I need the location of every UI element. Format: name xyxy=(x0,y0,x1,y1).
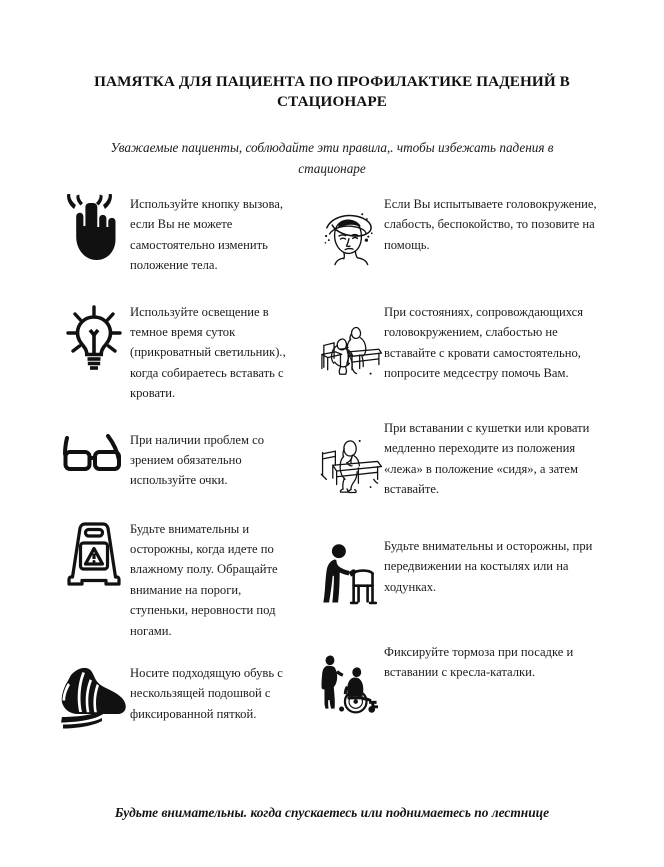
tip-item xyxy=(320,416,604,510)
patient-sitting-on-bed-edge-icon xyxy=(320,416,384,510)
person-with-walker-icon xyxy=(320,534,384,614)
sneaker-shoe-icon xyxy=(58,661,130,731)
tip-item xyxy=(58,300,302,404)
tip-text: При вставании с кушетки или кровати медленно переходите из положения «лежа» в положение «сидя», а затем вставайте. xyxy=(384,421,590,497)
tip-text: Используйте кнопку вызова, если Вы не можете самостоятельно изменить положение тела. xyxy=(130,197,283,273)
tip-item xyxy=(58,192,302,276)
tip-text: Используйте освещение в темное время суток (прикроватный светильник)., когда собираетесь вставать с кровати. xyxy=(130,304,286,401)
tip-item xyxy=(58,517,302,641)
tip-text: Носите подходящую обувь с нескользящей подошвой с фиксированной пяткой. xyxy=(130,666,283,721)
tip-item xyxy=(320,534,604,614)
tip-item xyxy=(58,428,302,491)
left-column xyxy=(0,192,302,731)
tip-text: Если Вы испытываете головокружение, слабость, беспокойство, то позовите на помощь. xyxy=(384,197,597,252)
eyeglasses-icon xyxy=(58,428,130,474)
tips-columns xyxy=(0,192,664,731)
dizzy-person-head-icon xyxy=(320,192,384,278)
hand-press-call-button-icon xyxy=(58,192,130,262)
tip-item xyxy=(320,192,604,278)
tip-item xyxy=(320,300,604,394)
wet-floor-caution-sign-icon xyxy=(58,517,130,591)
page-title: ПАМЯТКА ДЛЯ ПАЦИЕНТА ПО ПРОФИЛАКТИКЕ ПАДЕНИЙ В СТАЦИОНАРЕ xyxy=(94,73,570,111)
tip-text: При наличии проблем со зрением обязательно используйте очки. xyxy=(130,432,265,488)
tip-text: Фиксируйте тормоза при посадке и вставании с кресла-каталки. xyxy=(384,645,574,680)
caregiver-pushing-wheelchair-icon xyxy=(320,640,384,724)
page-footer: Будьте внимательны. когда спускаетесь или поднимаетесь по лестнице xyxy=(114,805,550,820)
tip-text: При состояниях, сопровождающихся головокружением, слабостью не вставайте с кровати самостоятельно, попросите медсестру помочь Вам. xyxy=(384,305,584,381)
tip-text: Будьте внимательны и осторожны, когда идете по влажному полу. Обращайте внимание на пороги, ступеньки, неровности под ногами. xyxy=(130,521,278,638)
tip-item xyxy=(320,640,604,724)
tip-text: Будьте внимательны и осторожны, при передвижении на костылях или на ходунках. xyxy=(384,539,593,594)
nurse-assisting-patient-icon xyxy=(320,300,384,394)
page-subtitle: Уважаемые пациенты, соблюдайте эти правила,. чтобы избежать падения в стационаре xyxy=(110,140,554,176)
tip-item xyxy=(58,661,302,731)
right-column xyxy=(302,192,604,731)
light-bulb-icon xyxy=(58,300,130,374)
